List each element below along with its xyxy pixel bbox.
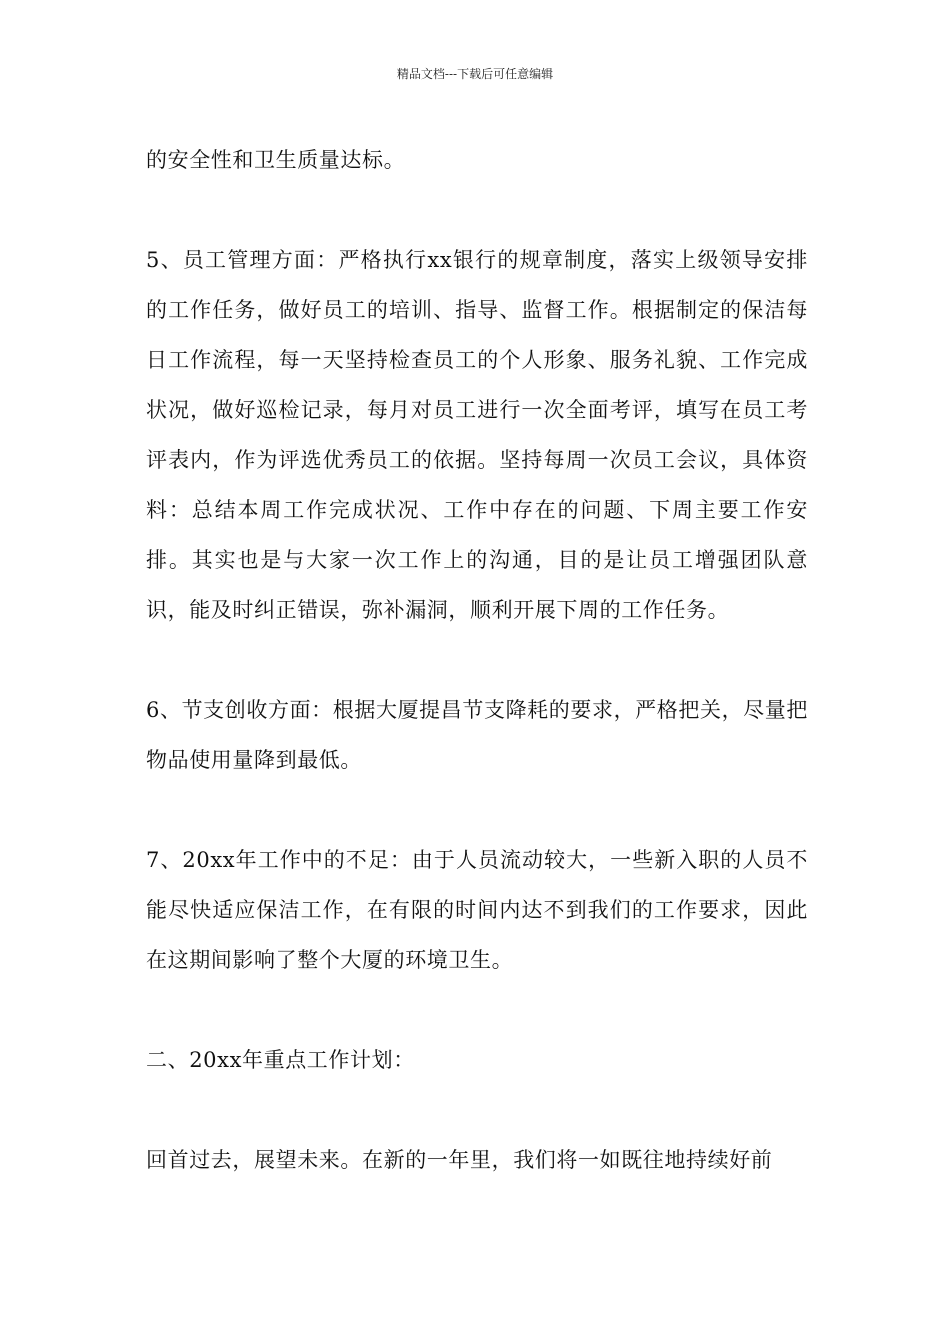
paragraph-1: 的安全性和卫生质量达标。: [146, 148, 406, 172]
paragraph-4: 7、20xx年工作中的不足：由于人员流动较大，一些新入职的人员不能尽快适应保洁工作，在有限的时间内达不到我们的工作要求，因此在这期间影响了整个大厦的环境卫生。: [146, 848, 808, 972]
paragraph-gap: [146, 985, 808, 1035]
section-heading: 二、20xx年重点工作计划：: [146, 1048, 415, 1072]
paragraph-gap: [146, 1085, 808, 1135]
paragraph-2: 5、员工管理方面：严格执行xx银行的规章制度，落实上级领导安排的工作任务，做好员工的培训、指导、监督工作。根据制定的保洁每日工作流程，每一天坚持检查员工的个人形象、服务礼貌、工作完成状况，做好巡检记录，每月对员工进行一次全面考评，填写在员工考评表内，作为评选优秀员工的依据。坚持每周一次员工会议，具体资料：总结本周工作完成状况、工作中存在的问题、下周主要工作安排。其实也是与大家一次工作上的沟通，目的是让员工增强团队意识，能及时纠正错误，弥补漏洞，顺利开展下周的工作任务。: [146, 248, 808, 622]
paragraph-gap: [146, 185, 808, 235]
paragraph-gap: [146, 785, 808, 835]
paragraph-gap: [146, 635, 808, 685]
paragraph-3: 6、节支创收方面：根据大厦提昌节支降耗的要求，严格把关，尽量把物品使用量降到最低。: [146, 698, 808, 772]
page-header: 精品文档---下载后可任意编辑: [396, 67, 554, 81]
paragraph-5: 回首过去，展望未来。在新的一年里，我们将一如既往地持续好前: [146, 1148, 773, 1172]
document-body: [146, 135, 808, 1185]
